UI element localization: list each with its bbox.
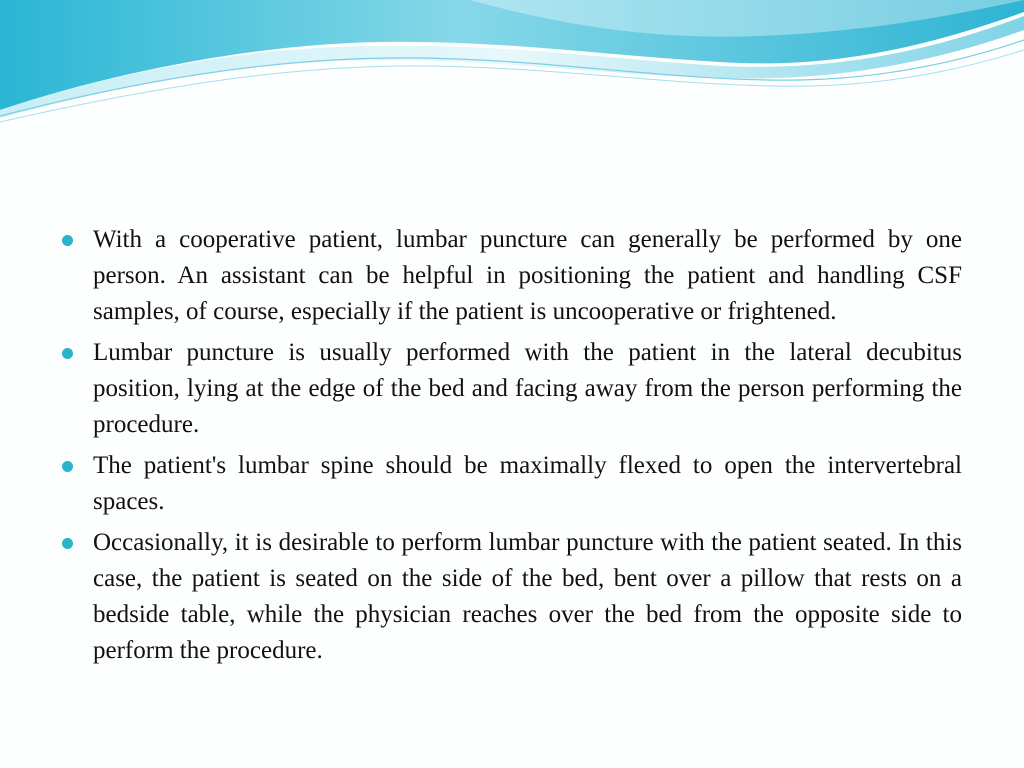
bullet-dot-icon xyxy=(62,348,73,359)
bullet-text: The patient's lumbar spine should be maximally flexed to open the intervertebral spaces. xyxy=(93,452,962,515)
bullet-item xyxy=(62,222,962,330)
bullet-text: Occasionally, it is desirable to perform lumbar puncture with the patient seated. In this case, the patient is seated on the side of the bed, bent over a pillow that rests on a bedside table, while the physician reaches over the bed from the opposite side to perform the procedure. xyxy=(93,529,962,664)
wave-header-decoration xyxy=(0,0,1024,130)
slide-body xyxy=(62,222,962,674)
bullet-dot-icon xyxy=(62,461,73,472)
bullet-dot-icon xyxy=(62,538,73,549)
bullet-item xyxy=(62,335,962,443)
bullet-list xyxy=(62,222,962,669)
bullet-text: With a cooperative patient, lumbar puncture can generally be performed by one person. An assistant can be helpful in positioning the patient and handling CSF samples, of course, especially if the patient is uncooperative or frightened. xyxy=(93,226,962,325)
bullet-item xyxy=(62,525,962,669)
bullet-text: Lumbar puncture is usually performed with the patient in the lateral decubitus position, lying at the edge of the bed and facing away from the person performing the procedure. xyxy=(93,339,962,438)
bullet-item xyxy=(62,448,962,520)
bullet-dot-icon xyxy=(62,235,73,246)
